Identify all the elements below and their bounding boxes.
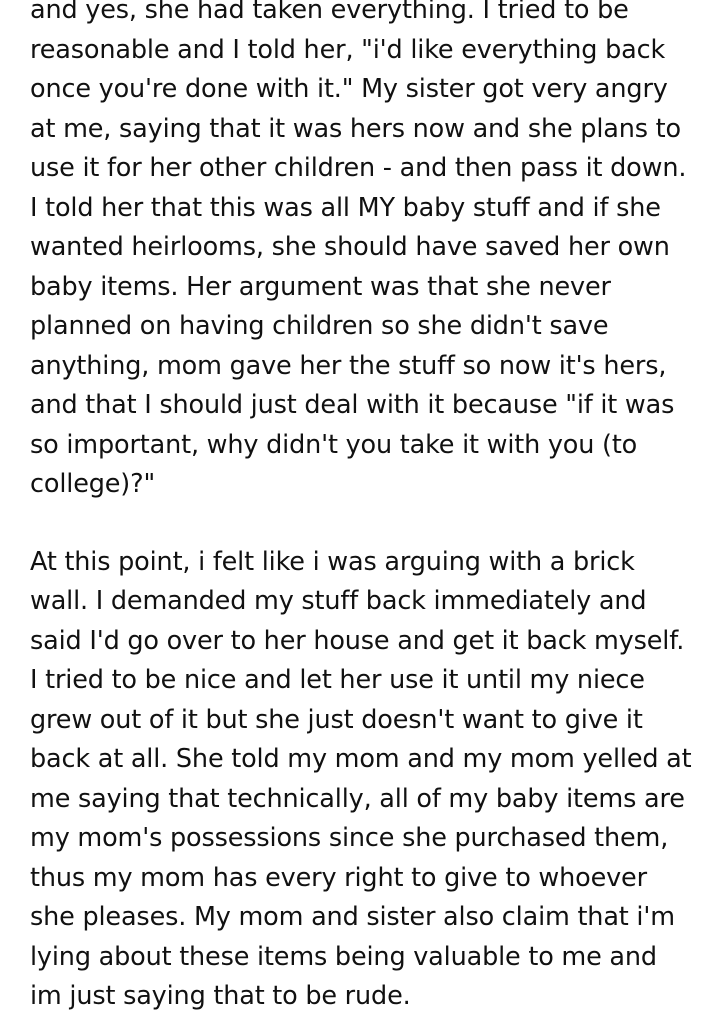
paragraph-1: and yes, she had taken everything. I tried to be reasonable and I told her, "i'd like everything back once you're done with it." My sister got very angry at me, saying that it was hers now and she plans to use it for her other children - and then pass it down. I told her that this was all MY baby stuff and if she wanted heirlooms, she should have saved her own baby items. Her argument was that she never planned on having children so she didn't save anything, mom gave her the stuff so now it's hers, and that I should just deal with it because "if it was so important, why didn't you take it with you (to college)?" (30, 0, 687, 499)
document-text-body (30, 0, 692, 1017)
paragraph-2: At this point, i felt like i was arguing with a brick wall. I demanded my stuff back immediately and said I'd go over to her house and get it back myself. I tried to be nice and let her use it until my niece grew out of it but she just doesn't want to give it back at all. She told my mom and my mom yelled at me saying that technically, all of my baby items are my mom's possessions since she purchased them, thus my mom has every right to give to whoever she pleases. My mom and sister also claim that i'm lying about these items being valuable to me and im just saying that to be rude. (30, 546, 692, 1011)
paragraph-spacer (30, 505, 692, 543)
